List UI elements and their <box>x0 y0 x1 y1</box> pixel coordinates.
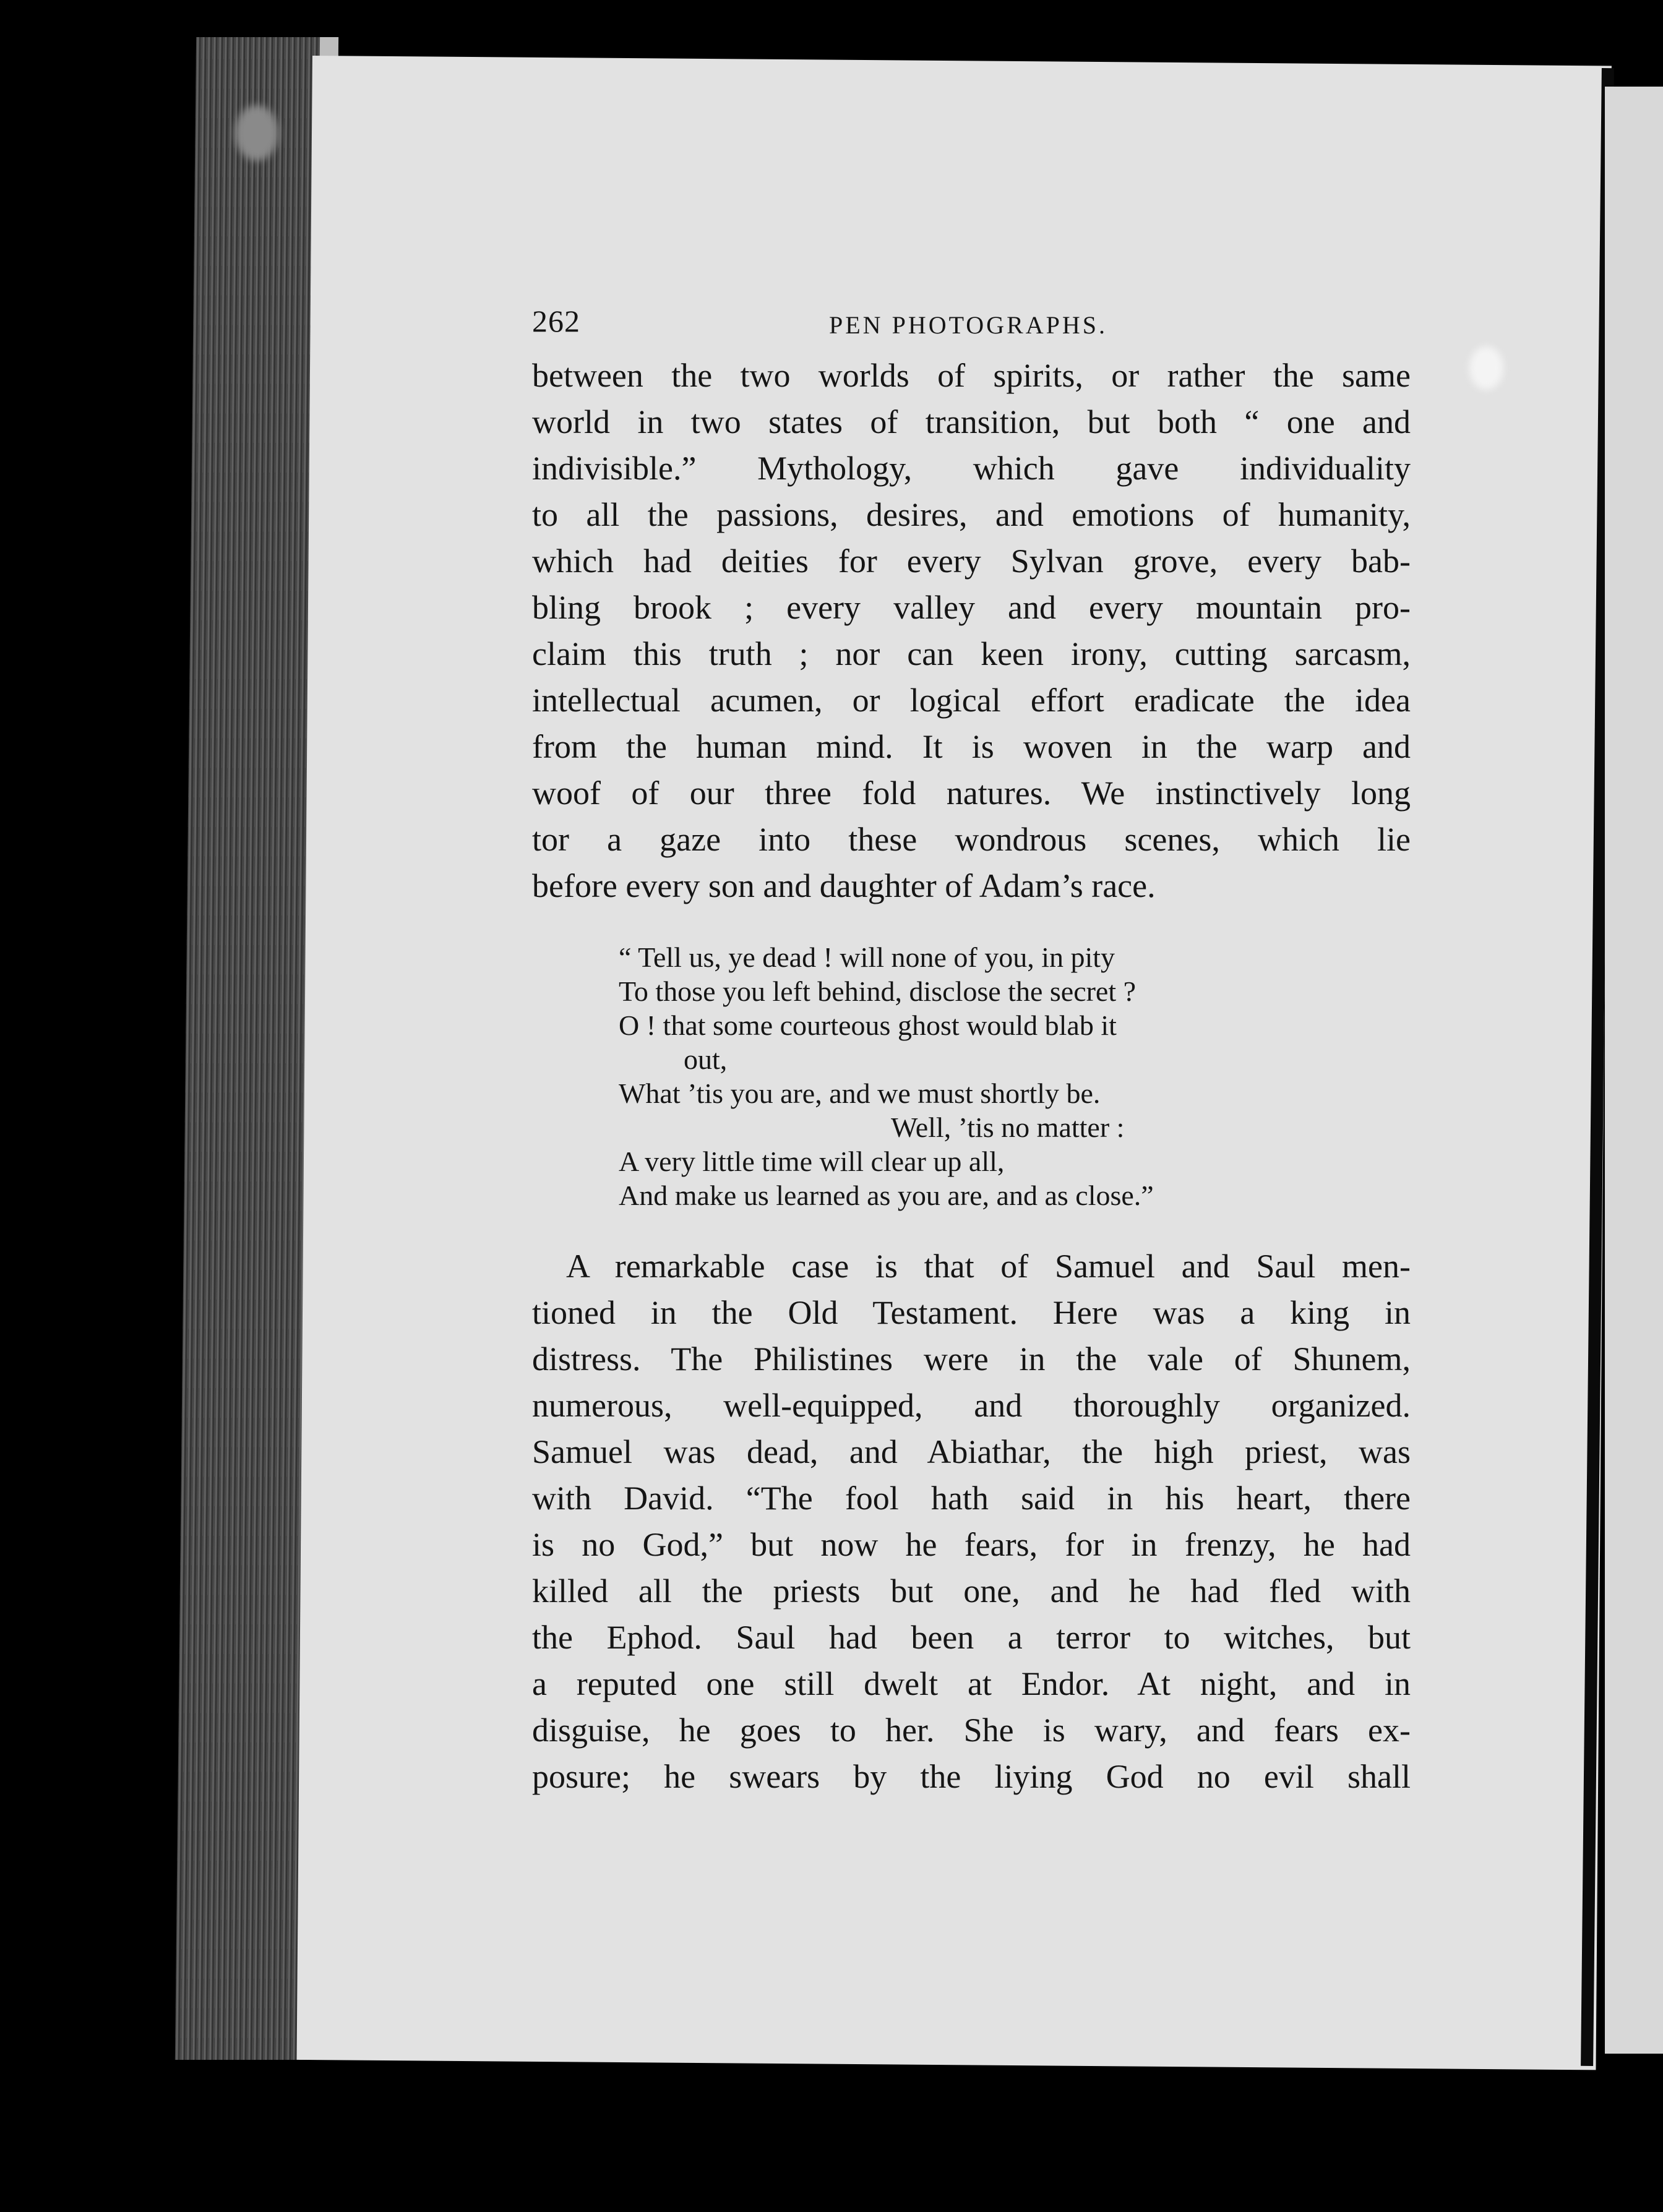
text-line: numerous, well-equipped, and thoroughly organized. <box>532 1387 1411 1424</box>
text-line: intellectual acumen, or logical effort eradicate the idea <box>532 682 1411 719</box>
text-line: Samuel was dead, and Abiathar, the high priest, was <box>532 1433 1411 1470</box>
poem-line: “ Tell us, ye dead ! will none of you, in pity <box>619 941 1115 973</box>
light-speck <box>1469 346 1503 390</box>
facing-page-edge <box>1605 87 1663 2054</box>
poem-line: Well, ’tis no matter : <box>891 1112 1125 1143</box>
poem-line: O ! that some courteous ghost would blab it <box>619 1010 1117 1041</box>
book-title-header: PEN PHOTOGRAPHS. <box>829 311 1108 339</box>
paragraph-1 <box>532 353 1411 909</box>
text-line: which had deities for every Sylvan grove, every bab- <box>532 542 1411 580</box>
text-line: the Ephod. Saul had been a terror to witches, but <box>532 1619 1411 1656</box>
text-line: disguise, he goes to her. She is wary, and fears ex- <box>532 1712 1411 1749</box>
text-line: tor a gaze into these wondrous scenes, which lie <box>532 821 1411 858</box>
text-line: between the two worlds of spirits, or rather the same <box>532 357 1411 394</box>
text-line: woof of our three fold natures. We instinctively long <box>532 774 1411 812</box>
page-text <box>532 297 1411 1800</box>
text-line: posure; he swears by the liying God no evil shall <box>532 1758 1411 1795</box>
text-line: world in two states of transition, but both “ one and <box>532 403 1411 440</box>
poem-line: To those you left behind, disclose the secret ? <box>619 975 1137 1007</box>
text-line: tioned in the Old Testament. Here was a king in <box>532 1294 1411 1331</box>
page-number: 262 <box>532 304 580 338</box>
text-line: A remarkable case is that of Samuel and Saul men- <box>566 1248 1411 1285</box>
text-line: distress. The Philistines were in the vale of Shunem, <box>532 1340 1411 1378</box>
poem-line: What ’tis you are, and we must shortly be. <box>619 1078 1101 1109</box>
text-line: before every son and daughter of Adam’s race. <box>532 867 1156 904</box>
text-line: bling brook ; every valley and every mountain pro- <box>532 589 1411 626</box>
poem-quotation <box>619 940 1411 1212</box>
dark-smudge <box>235 105 278 161</box>
text-line: killed all the priests but one, and he had fled with <box>532 1572 1411 1610</box>
text-line: to all the passions, desires, and emotions of humanity, <box>532 496 1411 533</box>
running-head <box>532 297 1411 353</box>
poem-line: out, <box>684 1044 728 1075</box>
poem-line: A very little time will clear up all, <box>619 1146 1005 1177</box>
text-line: claim this truth ; nor can keen irony, cutting sarcasm, <box>532 635 1411 672</box>
text-line: from the human mind. It is woven in the warp and <box>532 728 1411 765</box>
poem-line: And make us learned as you are, and as close.” <box>619 1180 1154 1211</box>
text-line: with David. “The fool hath said in his heart, there <box>532 1480 1411 1517</box>
text-line: indivisible.” Mythology, which gave individuality <box>532 450 1411 487</box>
text-line: a reputed one still dwelt at Endor. At night, and in <box>532 1665 1411 1702</box>
text-line: is no God,” but now he fears, for in frenzy, he had <box>532 1526 1411 1563</box>
paragraph-2 <box>532 1243 1411 1800</box>
